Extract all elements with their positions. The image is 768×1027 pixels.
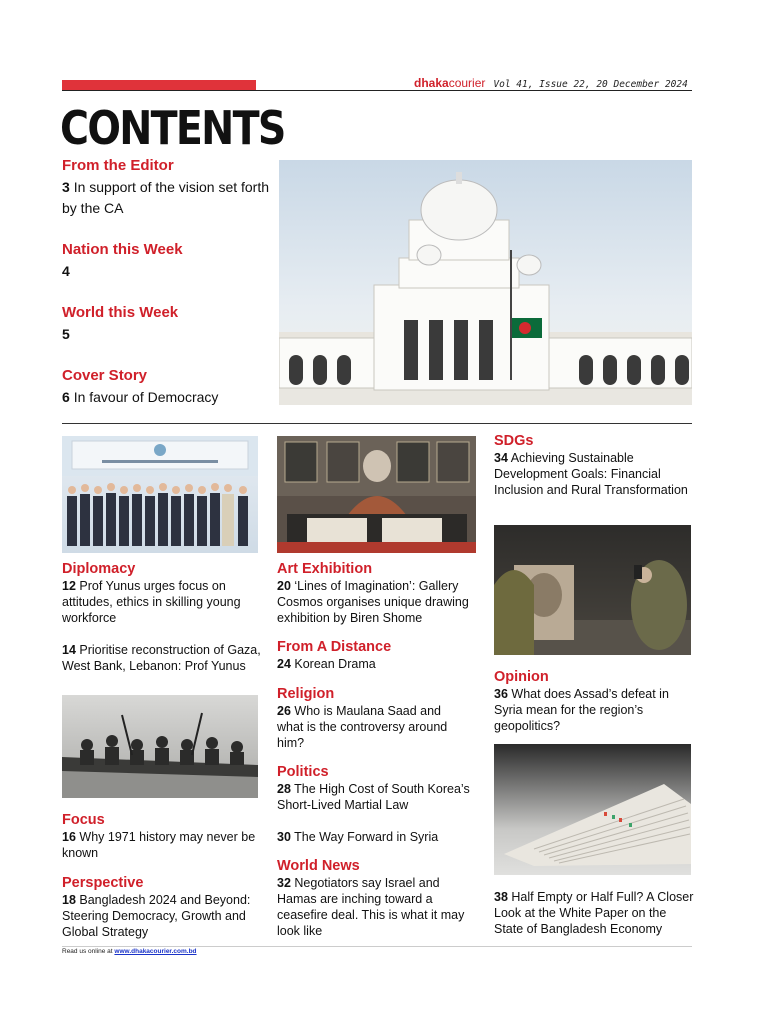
section-heading: SDGs [494,433,534,449]
toc-entry[interactable]: 16 Why 1971 history may never be known [62,830,256,860]
toc-entry[interactable]: 3 In support of the vision set forth by the CA [62,179,270,216]
toc-economy [494,889,694,937]
website-link[interactable]: www.dhakacourier.com.bd [114,948,197,955]
section-heading: Perspective [62,875,144,891]
issue-info: Vol 41, Issue 22, 20 December 2024 [493,79,688,90]
toc-entry[interactable]: 18 Bangladesh 2024 and Beyond: Steering Democracy, Growth and Global Strategy [62,893,251,939]
toc-sdgs [494,433,692,498]
section-heading: Opinion [494,669,549,685]
section-heading: Art Exhibition [277,561,373,577]
toc-nation-week [62,241,272,282]
toc-entry[interactable]: 4 [62,263,70,279]
toc-from-editor [62,157,272,219]
toc-entry[interactable]: 28 The High Cost of South Korea’s Short-Lived Martial Law [277,782,470,812]
paper-stack-illustration [494,744,691,875]
toc-art-exhibition [277,561,482,626]
photo-white-paper [494,744,691,875]
section-heading: From A Distance [277,639,392,655]
toc-opinion [494,669,692,734]
section-heading: Cover Story [62,367,148,384]
toc-diplomacy [62,561,262,674]
section-heading: World News [277,858,360,874]
toc-focus [62,812,262,861]
toc-entry[interactable]: 30 The Way Forward in Syria [277,830,439,844]
toc-religion [277,686,467,751]
footer: Read us online at www.dhakacourier.com.bd [62,948,197,955]
toc-entry[interactable]: 20 ‘Lines of Imagination’: Gallery Cosmos organises unique drawing exhibition by Biren Shome [277,579,469,625]
toc-entry[interactable]: 24 Korean Drama [277,657,376,671]
photo-art-exhibition [277,436,476,553]
toc-entry[interactable]: 34 Achieving Sustainable Development Goals: Financial Inclusion and Rural Transformation [494,451,688,497]
section-heading: From the Editor [62,157,174,174]
section-heading: Politics [277,764,329,780]
section-heading: World this Week [62,304,179,321]
boat-illustration [62,695,258,798]
photo-focus-1971 [62,695,258,798]
brand-logo: dhakacourier [414,76,486,90]
toc-politics [277,764,482,845]
section-heading: Diplomacy [62,561,136,577]
court-building-illustration [279,160,692,405]
toc-from-a-distance [277,639,482,672]
section-heading: Focus [62,812,105,828]
section-heading: Nation this Week [62,241,183,258]
toc-world-news [277,858,477,939]
footer-rule [62,946,692,947]
group-photo-illustration [62,436,258,553]
header-red-bar [62,80,256,90]
toc-entry[interactable]: 36 What does Assad’s defeat in Syria mean for the region’s geopolitics? [494,687,669,733]
photo-diplomacy-conference [62,436,258,553]
toc-entry[interactable]: 14 Prioritise reconstruction of Gaza, West Bank, Lebanon: Prof Yunus [62,643,261,673]
toc-cover-story [62,367,272,408]
toc-entry[interactable]: 6 In favour of Democracy [62,389,219,405]
toc-world-week [62,304,272,345]
toc-entry[interactable]: 26 Who is Maulana Saad and what is the controversy around him? [277,704,448,750]
toc-entry[interactable]: 5 [62,326,70,342]
section-heading: Religion [277,686,335,702]
header-rule [62,90,692,91]
toc-perspective [62,875,262,940]
photo-syria-opinion [494,525,691,655]
toc-entry[interactable]: 32 Negotiators say Israel and Hamas are inching toward a ceasefire deal. This is what it may look like [277,876,465,938]
page-title: CONTENTS [60,101,285,155]
cover-photo-supreme-court [279,160,692,405]
toc-entry[interactable]: 38 Half Empty or Half Full? A Closer Look at the White Paper on the State of Bangladesh Economy [494,890,694,936]
artist-illustration [277,436,476,553]
soldiers-illustration [494,525,691,655]
toc-entry[interactable]: 12 Prof Yunus urges focus on attitudes, ethics in skilling young workforce [62,579,241,625]
section-divider [62,423,692,424]
masthead [414,76,688,90]
